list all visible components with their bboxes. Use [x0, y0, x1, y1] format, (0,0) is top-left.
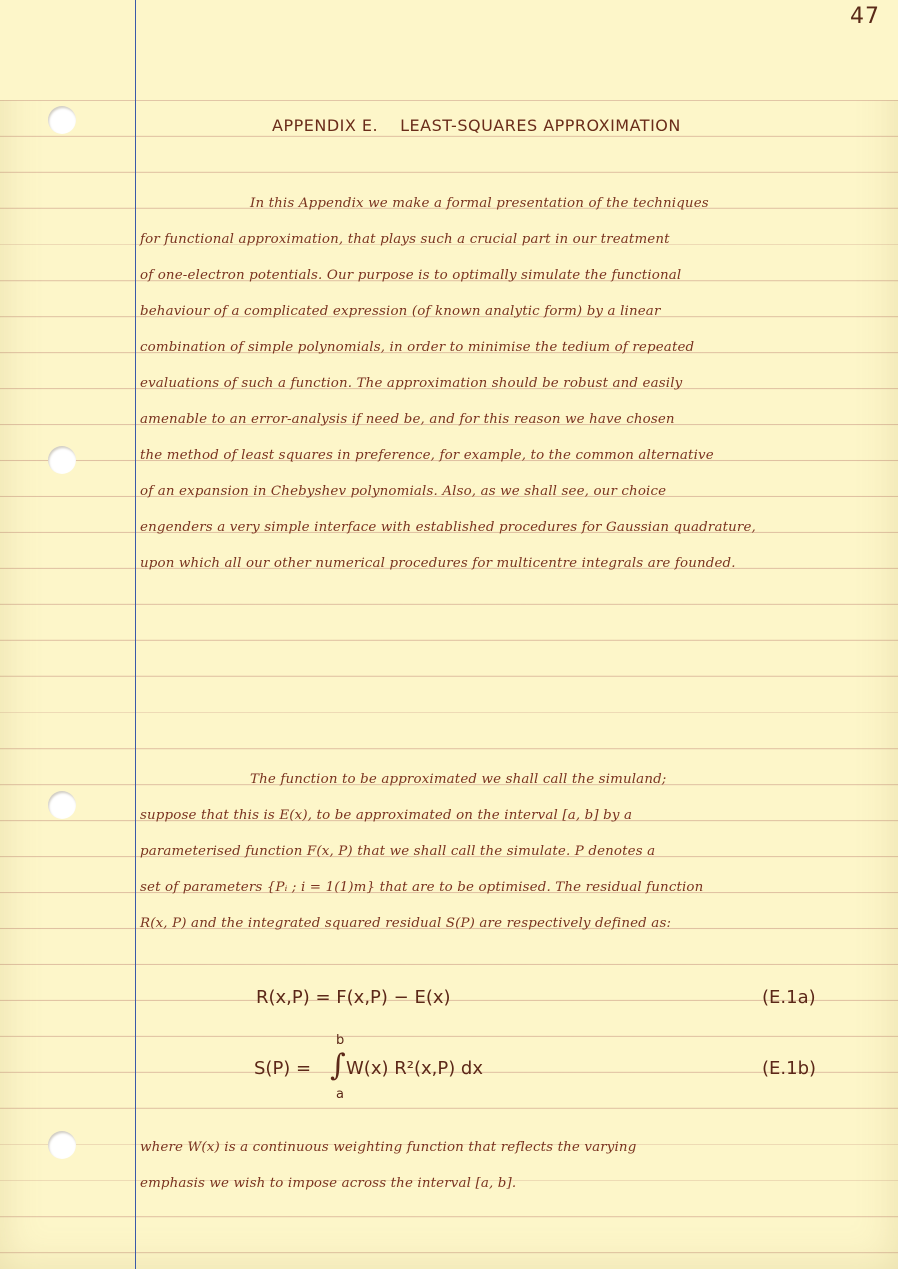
paragraph-line: for functional approximation, that plays such a crucial part in our treatment — [140, 232, 670, 247]
margin-rule — [135, 0, 136, 1269]
punch-hole — [48, 791, 76, 819]
paragraph-line: engenders a very simple interface with established procedures for Gaussian quadrature, — [140, 520, 756, 535]
equation-label-e1a: (E.1a) — [762, 987, 816, 1008]
punch-hole — [48, 446, 76, 474]
equation-e1b-integrand: W(x) R²(x,P) dx — [346, 1058, 484, 1079]
paragraph-line: In this Appendix we make a formal presentation of the techniques — [250, 196, 709, 211]
integral-lower-limit: a — [336, 1087, 344, 1102]
paragraph-line: of an expansion in Chebyshev polynomials. Also, as we shall see, our choice — [140, 484, 667, 499]
equation-label-e1b: (E.1b) — [762, 1058, 817, 1079]
paragraph-line: emphasis we wish to impose across the interval [a, b]. — [140, 1176, 517, 1191]
integral-upper-limit: b — [336, 1033, 345, 1048]
appendix-label: APPENDIX E. — [272, 116, 379, 135]
paragraph-line: evaluations of such a function. The approximation should be robust and easily — [140, 376, 683, 391]
paragraph-line: R(x, P) and the integrated squared residual S(P) are respectively defined as: — [140, 916, 672, 931]
paragraph-line: set of parameters {Pᵢ ; i = 1(1)m} that are to be optimised. The residual function — [140, 880, 704, 895]
appendix-title: LEAST-SQUARES APPROXIMATION — [400, 116, 681, 135]
paragraph-line: amenable to an error-analysis if need be, and for this reason we have chosen — [140, 412, 675, 427]
paragraph-line: suppose that this is E(x), to be approximated on the interval [a, b] by a — [140, 808, 633, 823]
paragraph-line: where W(x) is a continuous weighting function that reflects the varying — [140, 1140, 637, 1155]
paragraph-line: upon which all our other numerical procedures for multicentre integrals are founded. — [140, 556, 736, 571]
equation-e1a: R(x,P) = F(x,P) − E(x) — [256, 987, 451, 1008]
paragraph-line: behaviour of a complicated expression (of known analytic form) by a linear — [140, 304, 661, 319]
paragraph-line: the method of least squares in preference, for example, to the common alternative — [140, 448, 714, 463]
paragraph-line: combination of simple polynomials, in order to minimise the tedium of repeated — [140, 340, 695, 355]
paragraph-line: parameterised function F(x, P) that we shall call the simulate. P denotes a — [140, 844, 656, 859]
paragraph-line: of one-electron potentials. Our purpose is to optimally simulate the functional — [140, 268, 682, 283]
equation-e1b-lhs: S(P) = — [254, 1058, 312, 1079]
paragraph-line: The function to be approximated we shall call the simuland; — [250, 772, 667, 787]
page-title — [272, 116, 681, 135]
page-number: 47 — [850, 4, 880, 29]
punch-hole — [48, 106, 76, 134]
integral-sign-icon: ∫ — [330, 1048, 346, 1083]
punch-hole — [48, 1131, 76, 1159]
